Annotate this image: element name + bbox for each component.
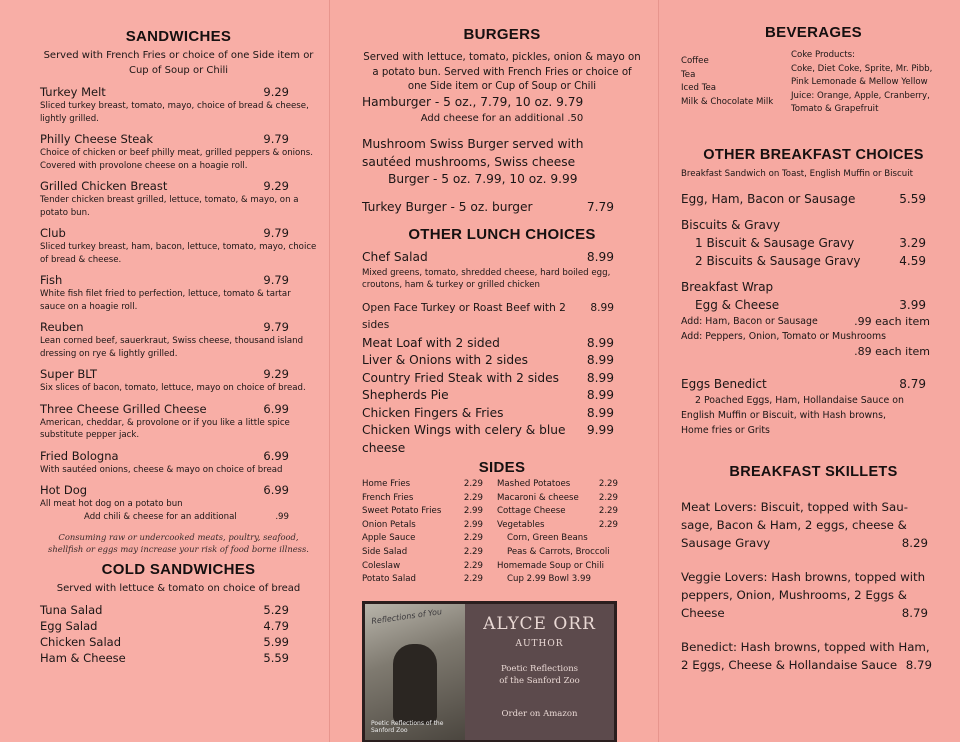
hotdog-addon xyxy=(40,511,317,523)
sandwich-name: Club xyxy=(40,226,66,240)
sandwich-desc: All meat hot dog on a potato bun xyxy=(40,499,183,509)
side-name: French Fries xyxy=(362,492,414,503)
book-subtitle-1: Poetic Reflections xyxy=(500,663,579,674)
sandwich-price: 6.99 xyxy=(263,483,289,497)
breakfast-intro: Breakfast Sandwich on Toast, English Muffin or Biscuit xyxy=(681,168,913,179)
side-name: Home Fries xyxy=(362,479,411,489)
sandwich-name: Three Cheese Grilled Cheese xyxy=(40,401,207,416)
sandwich-name: Reuben xyxy=(40,320,84,334)
side-name: Apple Sauce xyxy=(362,533,416,544)
side-price: 2.29 xyxy=(463,533,483,544)
lunch-row xyxy=(362,387,642,405)
cold-sandwich-name: Ham & Cheese xyxy=(40,650,126,665)
sandwich-item xyxy=(40,179,317,219)
side-row xyxy=(497,560,618,574)
side-price: 2.29 xyxy=(463,492,483,503)
side-row xyxy=(497,546,618,560)
lunch-name: Meat Loaf with 2 sided xyxy=(362,335,500,350)
sandwich-price: 6.99 xyxy=(263,448,289,463)
sandwich-desc: Tender chicken breast grilled, lettuce, tomato, & mayo, on a potato bun. xyxy=(40,195,299,218)
chef-salad-desc: Mixed greens, tomato, shredded cheese, hard boiled egg, croutons, ham & turkey or grilled chicken xyxy=(362,267,611,290)
side-price: 2.29 xyxy=(463,574,483,585)
side-name: Vegetables xyxy=(497,519,545,530)
sandwich-row xyxy=(40,483,317,498)
turkey-burger-row xyxy=(362,199,642,217)
mushroom-line-1: Mushroom Swiss Burger served with xyxy=(362,137,584,151)
sandwich-price: 6.99 xyxy=(263,401,289,416)
biscuit2-price: 4.59 xyxy=(899,254,926,269)
lunch-name: Open Face Turkey or Roast Beef with 2 sides xyxy=(362,301,566,331)
sandwich-item xyxy=(40,132,317,172)
side-row xyxy=(497,492,618,506)
lunch-row xyxy=(362,300,642,335)
sides-right-col xyxy=(497,478,642,587)
side-price: 2.29 xyxy=(598,519,618,530)
order-link: Order on Amazon xyxy=(501,708,578,719)
turkey-burger-price: 7.79 xyxy=(586,199,614,214)
lunch-price: 8.99 xyxy=(586,353,614,367)
side-row xyxy=(362,573,483,587)
panel-breakfast xyxy=(658,0,960,742)
sandwich-item xyxy=(40,273,317,313)
skillet-benedict xyxy=(681,638,946,674)
sandwich-row xyxy=(40,320,317,335)
mushroom-line-3: Burger - 5 oz. 7.99, 10 oz. 9.99 xyxy=(388,172,578,186)
sandwich-item xyxy=(40,367,317,395)
lunch-row xyxy=(362,405,642,423)
side-name: Mashed Potatoes xyxy=(497,479,571,489)
sandwich-item xyxy=(40,320,317,360)
cold-sandwich-price: 4.79 xyxy=(263,618,289,633)
sandwich-row xyxy=(40,402,317,417)
side-row xyxy=(497,573,618,587)
skillet-veggie-line-1: Veggie Lovers: Hash browns, topped with xyxy=(681,570,926,585)
sandwich-name: Super BLT xyxy=(40,367,98,381)
side-row xyxy=(497,532,618,546)
side-price: 2.29 xyxy=(598,479,618,489)
skillet-veggie-line-2: peppers, Onion, Mushrooms, 2 Eggs & xyxy=(681,588,907,603)
sandwich-desc: With sautéed onions, cheese & mayo on choice of bread xyxy=(40,464,283,475)
cold-sandwich-price: 5.29 xyxy=(263,602,289,617)
sandwich-row xyxy=(40,132,317,147)
side-name: Onion Petals xyxy=(362,519,416,530)
sandwich-price: 9.79 xyxy=(263,273,289,287)
skillet-veggie-last-text: Cheese xyxy=(681,606,725,621)
sandwich-name: Turkey Melt xyxy=(40,85,106,99)
beverages-heading: BEVERAGES xyxy=(765,24,862,41)
cold-sandwich-name: Chicken Salad xyxy=(40,634,121,649)
lunch-row xyxy=(362,335,642,353)
skillet-meat-price: 8.29 xyxy=(901,536,928,551)
biscuits-title-text: Biscuits & Gravy xyxy=(681,218,781,233)
sandwich-desc: Sliced turkey breast, ham, bacon, lettuce, tomato, mayo, choice of bread & cheese. xyxy=(40,242,317,265)
skillet-meat-last-text: Sausage Gravy xyxy=(681,536,771,551)
biscuit2-name: 2 Biscuits & Sausage Gravy xyxy=(695,254,861,269)
side-row xyxy=(497,505,618,519)
lunch-name: Shepherds Pie xyxy=(362,388,449,402)
author-role: AUTHOR xyxy=(515,638,564,649)
side-row xyxy=(497,478,618,492)
beverage-item: Coke Products: xyxy=(791,50,855,60)
biscuit1-row xyxy=(681,234,946,252)
add-cheese-line xyxy=(362,113,642,124)
biscuits-title xyxy=(681,216,946,234)
sandwich-desc: Six slices of bacon, tomato, lettuce, mayo on choice of bread. xyxy=(40,383,306,393)
wrap-row xyxy=(681,296,946,314)
sandwich-row xyxy=(40,179,317,194)
sandwich-price: 9.79 xyxy=(263,132,289,146)
sandwich-item xyxy=(40,402,317,442)
author-ad xyxy=(362,601,617,742)
side-price: 2.29 xyxy=(598,506,618,517)
sandwich-price: 9.29 xyxy=(263,85,289,99)
book-cover-subtitle: Poetic Reflections of the Sanford Zoo xyxy=(371,719,444,734)
sandwich-item xyxy=(40,483,317,511)
chef-salad-row xyxy=(362,249,642,267)
side-price: 2.99 xyxy=(463,506,483,517)
sandwich-price: 9.79 xyxy=(263,226,289,240)
sandwiches-intro: Served with French Fries or choice of one Side item or Cup of Soup or Chili xyxy=(43,50,314,76)
benedict-name: Eggs Benedict xyxy=(681,377,767,392)
biscuit1-price: 3.29 xyxy=(899,236,926,251)
side-price: 2.29 xyxy=(463,560,483,571)
lunch-list xyxy=(362,300,642,458)
sandwich-price: 9.79 xyxy=(263,320,289,334)
beverages-list xyxy=(681,49,946,117)
skillet-meat-line-1: Meat Lovers: Biscuit, topped with Sau- xyxy=(681,500,909,515)
benedict-price: 8.79 xyxy=(899,377,926,392)
book-subtitle-2: of the Sanford Zoo xyxy=(499,675,580,686)
wrap-add1 xyxy=(681,314,946,329)
sandwich-desc: White fish filet fried to perfection, lettuce, tomato & tartar sauce on a hoagie roll. xyxy=(40,289,291,312)
side-row xyxy=(362,532,483,546)
benedict-row xyxy=(681,375,946,393)
sandwich-row xyxy=(40,273,317,288)
skillet-veggie xyxy=(681,568,946,622)
side-name: Macaroni & cheese xyxy=(497,492,579,503)
sandwich-name: Grilled Chicken Breast xyxy=(40,179,168,193)
beverages-right xyxy=(791,49,946,117)
sandwich-desc: Lean corned beef, sauerkraut, Swiss cheese, thousand island dressing on rye & lightly grilled. xyxy=(40,336,304,359)
wrap-title xyxy=(681,278,946,296)
lunch-price: 8.99 xyxy=(586,388,614,402)
lunch-price: 8.99 xyxy=(586,405,614,420)
sandwich-price: 9.29 xyxy=(263,179,289,193)
skillet-benedict-last xyxy=(681,656,946,674)
cold-sandwich-list xyxy=(40,602,317,666)
side-name: Homemade Soup or Chili xyxy=(497,560,604,571)
wrap-add1-price: .99 each item xyxy=(854,315,930,329)
lunch-price: 8.99 xyxy=(586,335,614,350)
breakfast-heading: OTHER BREAKFAST CHOICES xyxy=(703,146,924,163)
beverage-item: Juice: Orange, Apple, Cranberry, xyxy=(791,90,930,101)
skillet-benedict-last-text: 2 Eggs, Cheese & Hollandaise Sauce xyxy=(681,658,898,673)
beverage-item: Tea xyxy=(681,69,696,80)
author-name: ALYCE ORR xyxy=(483,613,596,634)
wrap-add2-price: .89 each item xyxy=(854,345,930,359)
wrap-title-text: Breakfast Wrap xyxy=(681,280,774,295)
sandwiches-heading: SANDWICHES xyxy=(125,28,232,45)
side-name: Peas & Carrots, Broccoli xyxy=(507,546,610,557)
sandwich-name: Fried Bologna xyxy=(40,448,119,463)
skillet-veggie-last xyxy=(681,604,946,622)
side-name: Sweet Potato Fries xyxy=(362,506,442,517)
cold-intro: Served with lettuce & tomato on choice of bread xyxy=(56,582,301,594)
lunch-price: 8.99 xyxy=(590,301,614,314)
sides-left-col xyxy=(362,478,497,587)
lunch-row xyxy=(362,352,642,370)
cold-sandwiches-heading: COLD SANDWICHES xyxy=(101,560,256,578)
biscuit2-row xyxy=(681,252,946,270)
beverages-left xyxy=(681,49,791,117)
panel-burgers xyxy=(329,0,658,742)
egg-ham-name: Egg, Ham, Bacon or Sausage xyxy=(681,192,856,207)
lunch-price: 8.99 xyxy=(586,370,614,385)
skillet-meat-line-2: sage, Bacon & Ham, 2 eggs, cheese & xyxy=(681,518,907,533)
cold-sandwich-row xyxy=(40,602,317,618)
skillet-meat-last xyxy=(681,534,946,552)
beverage-item: Iced Tea xyxy=(681,83,717,94)
sandwich-row xyxy=(40,367,317,382)
cold-sandwich-price: 5.99 xyxy=(263,634,289,649)
sandwich-desc: Sliced turkey breast, tomato, mayo, choice of bread & cheese, lightly grilled. xyxy=(40,101,309,124)
benedict-desc-3: Home fries or Grits xyxy=(681,425,770,437)
sandwich-item xyxy=(40,226,317,266)
lunch-name: Liver & Onions with 2 sides xyxy=(362,353,528,367)
benedict-desc-1: 2 Poached Eggs, Ham, Hollandaise Sauce on xyxy=(695,395,904,407)
lunch-heading: OTHER LUNCH CHOICES xyxy=(408,226,596,243)
side-row xyxy=(362,492,483,506)
lunch-row xyxy=(362,422,642,457)
egg-ham-price: 5.59 xyxy=(899,192,926,207)
lunch-name: Country Fried Steak with 2 sides xyxy=(362,370,560,385)
side-name: Potato Salad xyxy=(362,574,416,585)
beverage-item: Tomato & Grapefruit xyxy=(791,104,879,115)
biscuit1-name: 1 Biscuit & Sausage Gravy xyxy=(695,236,855,251)
beverage-item: Pink Lemonade & Mellow Yellow xyxy=(791,77,928,88)
cold-sandwich-row xyxy=(40,634,317,650)
panel-sandwiches xyxy=(0,0,329,742)
skillet-benedict-price: 8.79 xyxy=(905,658,932,673)
sandwich-name: Hot Dog xyxy=(40,483,88,497)
ad-text xyxy=(465,604,614,740)
side-row xyxy=(362,560,483,574)
beverage-item: Coke, Diet Coke, Sprite, Mr. Pibb, xyxy=(791,63,933,74)
lunch-row xyxy=(362,370,642,388)
sandwich-name: Fish xyxy=(40,273,63,287)
sandwich-row xyxy=(40,85,317,100)
burgers-intro: Served with lettuce, tomato, pickles, onion & mayo on a potato bun. Served with French Fries or choice of one Side item or Cup of Soup or Chili xyxy=(363,52,641,92)
hamburger-line: Hamburger - 5 oz., 7.79, 10 oz. 9.79 xyxy=(362,94,584,109)
mushroom-line-2: sautéed mushrooms, Swiss cheese xyxy=(362,154,576,169)
beverage-item: Milk & Chocolate Milk xyxy=(681,96,774,107)
cold-sandwich-name: Tuna Salad xyxy=(40,602,103,617)
side-price: 2.29 xyxy=(598,492,618,503)
side-row xyxy=(362,519,483,533)
side-row xyxy=(362,505,483,519)
side-price: 2.29 xyxy=(463,479,483,489)
wrap-price: 3.99 xyxy=(899,298,926,313)
lunch-name: Chicken Wings with celery & blue cheese xyxy=(362,423,566,455)
side-row xyxy=(497,519,618,533)
side-name: Cottage Cheese xyxy=(497,506,566,517)
add-cheese-price: .50 xyxy=(567,113,584,124)
book-cover-image xyxy=(365,604,465,740)
side-name: Side Salad xyxy=(362,546,408,557)
turkey-burger-name: Turkey Burger - 5 oz. burger xyxy=(362,199,533,214)
side-price: 2.29 xyxy=(463,546,483,557)
wrap-add1-text: Add: Ham, Bacon or Sausage xyxy=(681,316,818,328)
cold-sandwich-row xyxy=(40,618,317,634)
lunch-name: Chicken Fingers & Fries xyxy=(362,405,504,420)
wrap-add2-text: Add: Peppers, Onion, Tomato or Mushrooms xyxy=(681,331,887,343)
skillet-meat xyxy=(681,498,946,552)
chef-salad-name: Chef Salad xyxy=(362,250,428,264)
sandwich-price: 9.29 xyxy=(263,367,289,381)
sides-heading: SIDES xyxy=(478,459,526,476)
sandwich-row xyxy=(40,449,317,464)
side-row xyxy=(362,478,483,492)
chef-salad-price: 8.99 xyxy=(586,250,614,264)
beverage-item: Coffee xyxy=(681,56,709,66)
book-cover-title: Reflections of You xyxy=(370,606,443,626)
cold-sandwich-price: 5.59 xyxy=(263,650,289,665)
sides-grid xyxy=(362,478,642,587)
skillets-heading: BREAKFAST SKILLETS xyxy=(729,464,898,481)
side-name: Coleslaw xyxy=(362,560,401,571)
side-row xyxy=(362,546,483,560)
benedict-desc-2: English Muffin or Biscuit, with Hash browns, xyxy=(681,410,886,422)
side-name: Cup 2.99 Bowl 3.99 xyxy=(507,574,591,585)
sandwich-list xyxy=(40,85,317,511)
skillet-benedict-line-1: Benedict: Hash browns, topped with Ham, xyxy=(681,640,930,655)
sandwich-desc: Choice of chicken or beef philly meat, grilled peppers & onions. Covered with provolone cheese on a hoagie roll. xyxy=(40,148,313,171)
lunch-price: 9.99 xyxy=(586,423,614,437)
cold-sandwich-row xyxy=(40,650,317,666)
sandwich-desc: American, cheddar, & provolone or if you like a little spice substitute pepper jack. xyxy=(40,417,290,440)
burgers-heading: BURGERS xyxy=(463,26,541,43)
chimpanzee-image xyxy=(393,644,437,724)
sandwich-name: Philly Cheese Steak xyxy=(40,132,154,146)
cold-sandwich-name: Egg Salad xyxy=(40,618,98,633)
wrap-name: Egg & Cheese xyxy=(695,298,780,313)
sandwich-row xyxy=(40,226,317,241)
sandwich-item xyxy=(40,85,317,125)
hotdog-addon-price: .99 xyxy=(275,511,289,522)
sandwich-item xyxy=(40,449,317,477)
skillet-veggie-price: 8.79 xyxy=(901,606,928,621)
side-name: Corn, Green Beans xyxy=(507,533,588,544)
side-price: 2.99 xyxy=(463,519,483,530)
egg-ham-row xyxy=(681,190,946,208)
food-disclaimer: Consuming raw or undercooked meats, poultry, seafood, shellfish or eggs may increase your risk of food borne illness. xyxy=(48,531,309,554)
add-cheese-text: Add cheese for an additional xyxy=(420,113,565,124)
hotdog-addon-text: Add chili & cheese for an additional xyxy=(84,511,237,522)
